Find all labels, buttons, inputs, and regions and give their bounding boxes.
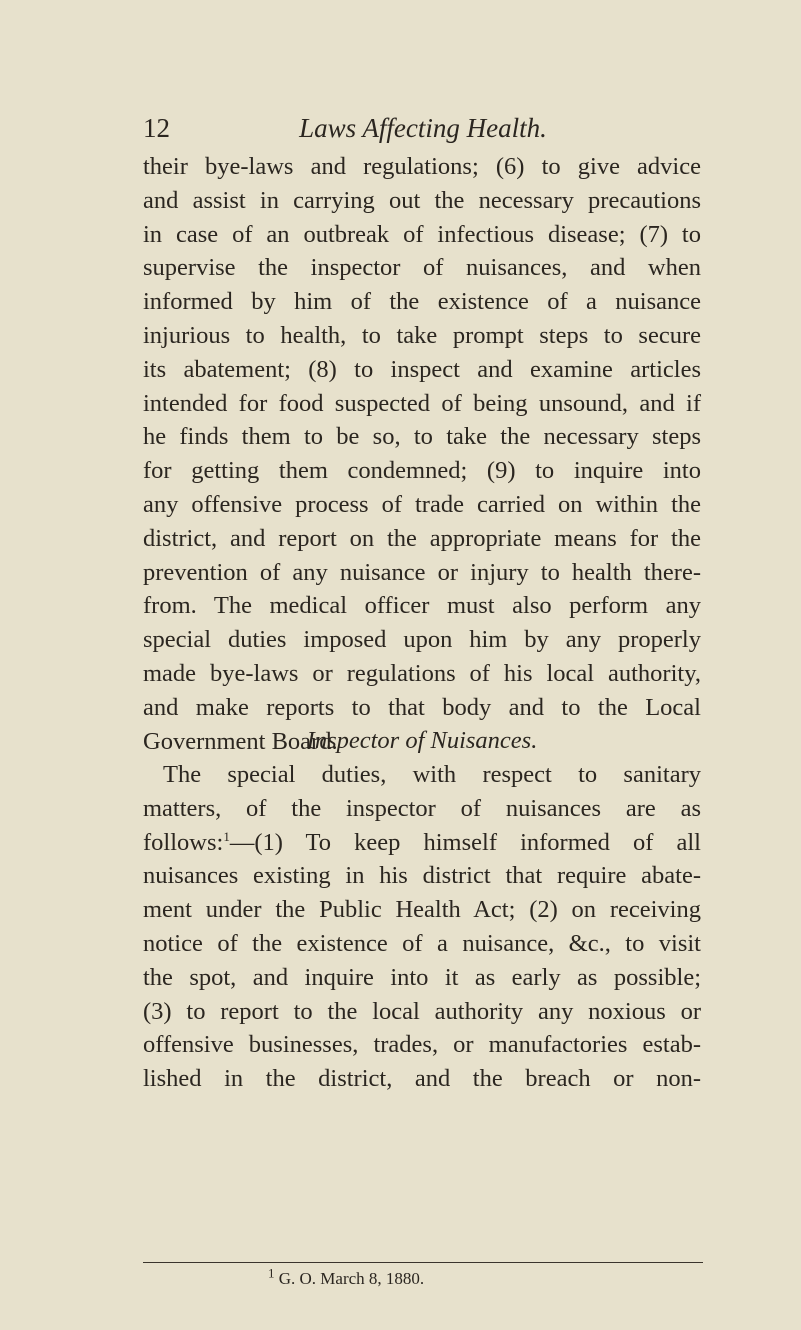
text-line: and assist in carrying out the necessary precautions: [143, 186, 701, 214]
text-line: and make reports to that body and to the Local: [143, 693, 701, 721]
section-heading: Inspector of Nuisances.: [306, 727, 538, 754]
text-line: district, and report on the appropriate means for the: [143, 524, 701, 552]
text-line-with-footnote-ref: [143, 826, 701, 860]
text-line: he finds them to be so, to take the necessary steps: [143, 423, 701, 451]
text-line: offensive businesses, trades, or manufactories estab-: [143, 1031, 701, 1059]
text-line: The special duties, with respect to sanitary: [163, 761, 701, 788]
text-line: for getting them condemned; (9) to inquire into: [143, 457, 701, 485]
text-line: special duties imposed upon him by any properly: [143, 626, 701, 654]
text-line: the spot, and inquire into it as early as possible;: [143, 963, 701, 991]
text-line: lished in the district, and the breach or non-: [143, 1065, 701, 1093]
text-line: injurious to health, to take prompt steps to secure: [143, 321, 701, 349]
text-line: from. The medical officer must also perform any: [143, 592, 701, 620]
text-line: matters, of the inspector of nuisances are as: [143, 794, 701, 822]
text-line: ment under the Public Health Act; (2) on receiving: [143, 896, 701, 924]
running-title: Laws Affecting Health.: [299, 113, 547, 143]
page-number: 12: [143, 113, 170, 143]
text-line: Government Board.: [143, 727, 338, 755]
text-fragment: —(1) To keep himself informed of all: [229, 828, 701, 856]
paragraph-medical-officer-duties: [143, 150, 701, 758]
text-line: its abatement; (8) to inspect and examine articles: [143, 355, 701, 383]
text-line: made bye-laws or regulations of his local authority,: [143, 659, 701, 687]
text-line: in case of an outbreak of infectious disease; (7) to: [143, 220, 701, 248]
page-header: [143, 108, 703, 148]
text-line: intended for food suspected of being unsound, and if: [143, 389, 701, 417]
text-line: (3) to report to the local authority any noxious or: [143, 997, 701, 1025]
footnote-reference: 1: [223, 828, 230, 844]
paragraph-inspector-duties: [143, 758, 701, 1096]
text-line: notice of the existence of a nuisance, &c., to visit: [143, 929, 701, 957]
footnote-marker: 1: [268, 1265, 275, 1281]
footnote-divider: [143, 1262, 703, 1263]
footnote: [268, 1265, 425, 1290]
text-line: prevention of any nuisance or injury to health there-: [143, 558, 701, 586]
text-line: informed by him of the existence of a nuisance: [143, 288, 701, 316]
text-fragment: follows:: [143, 828, 224, 856]
text-line: nuisances existing in his district that require abate-: [143, 862, 701, 890]
footnote-text: G. O. March 8, 1880.: [278, 1269, 425, 1288]
text-line: supervise the inspector of nuisances, and when: [143, 254, 701, 282]
text-line: their bye-laws and regulations; (6) to give advice: [143, 153, 701, 180]
text-line: any offensive process of trade carried on within the: [143, 490, 701, 518]
